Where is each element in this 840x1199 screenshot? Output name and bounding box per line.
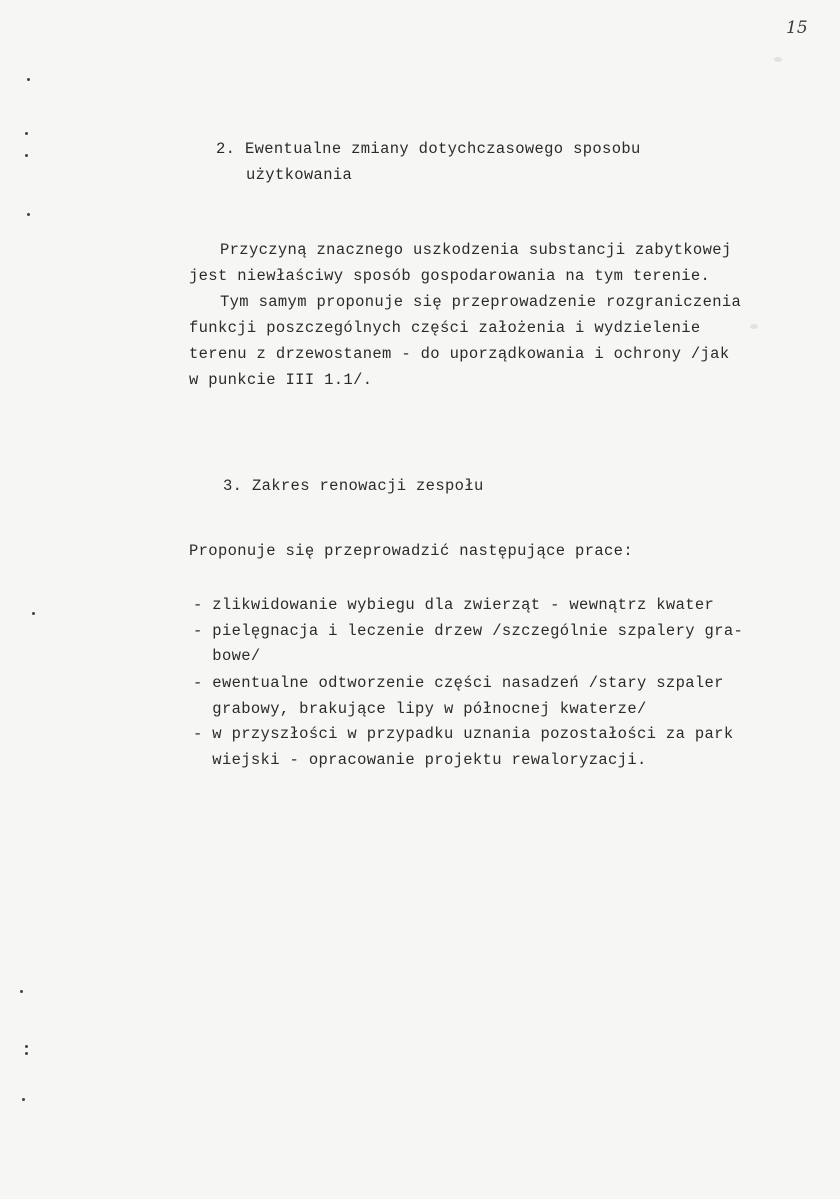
margin-mark [25, 132, 28, 135]
work-list-line: - w przyszłości w przypadku uznania pozostałości za park [193, 725, 734, 743]
margin-mark [27, 78, 30, 81]
margin-mark [22, 1098, 25, 1101]
work-list-line: - zlikwidowanie wybiegu dla zwierząt - wewnątrz kwater [193, 596, 715, 614]
section-2-paragraph-line: funkcji poszczególnych części założenia i wydzielenie [189, 319, 701, 337]
section-2-paragraph-line: jest niewłaściwy sposób gospodarowania na tym terenie. [189, 267, 711, 285]
section-2-paragraph-line: Przyczyną znacznego uszkodzenia substancji zabytkowej [220, 241, 732, 259]
work-list-line: grabowy, brakujące lipy w północnej kwaterze/ [193, 700, 647, 718]
scan-speck [774, 57, 782, 62]
work-list-line: - ewentualne odtworzenie części nasadzeń /stary szpaler [193, 674, 724, 692]
page-number: 15 [786, 18, 808, 38]
margin-mark [32, 612, 35, 615]
margin-mark [25, 1045, 28, 1048]
section-2-heading: 2. Ewentualne zmiany dotychczasowego sposobu [216, 140, 641, 158]
margin-mark [27, 213, 30, 216]
margin-mark [25, 154, 28, 157]
work-list-line: wiejski - opracowanie projektu rewaloryzacji. [193, 751, 647, 769]
section-3-heading: 3. Zakres renowacji zespołu [223, 477, 484, 495]
work-list-line: - pielęgnacja i leczenie drzew /szczególnie szpalery gra- [193, 622, 744, 640]
section-2-heading-cont: użytkowania [246, 166, 353, 184]
margin-mark [25, 1052, 28, 1055]
section-2-paragraph-line: w punkcie III 1.1/. [189, 371, 373, 389]
work-list-line: bowe/ [193, 647, 261, 665]
section-2-paragraph-line: Tym samym proponuje się przeprowadzenie rozgraniczenia [220, 293, 742, 311]
scan-speck [750, 324, 758, 329]
margin-mark [20, 990, 23, 993]
section-3-intro: Proponuje się przeprowadzić następujące prace: [189, 542, 633, 560]
section-2-paragraph-line: terenu z drzewostanem - do uporządkowania i ochrony /jak [189, 345, 730, 363]
